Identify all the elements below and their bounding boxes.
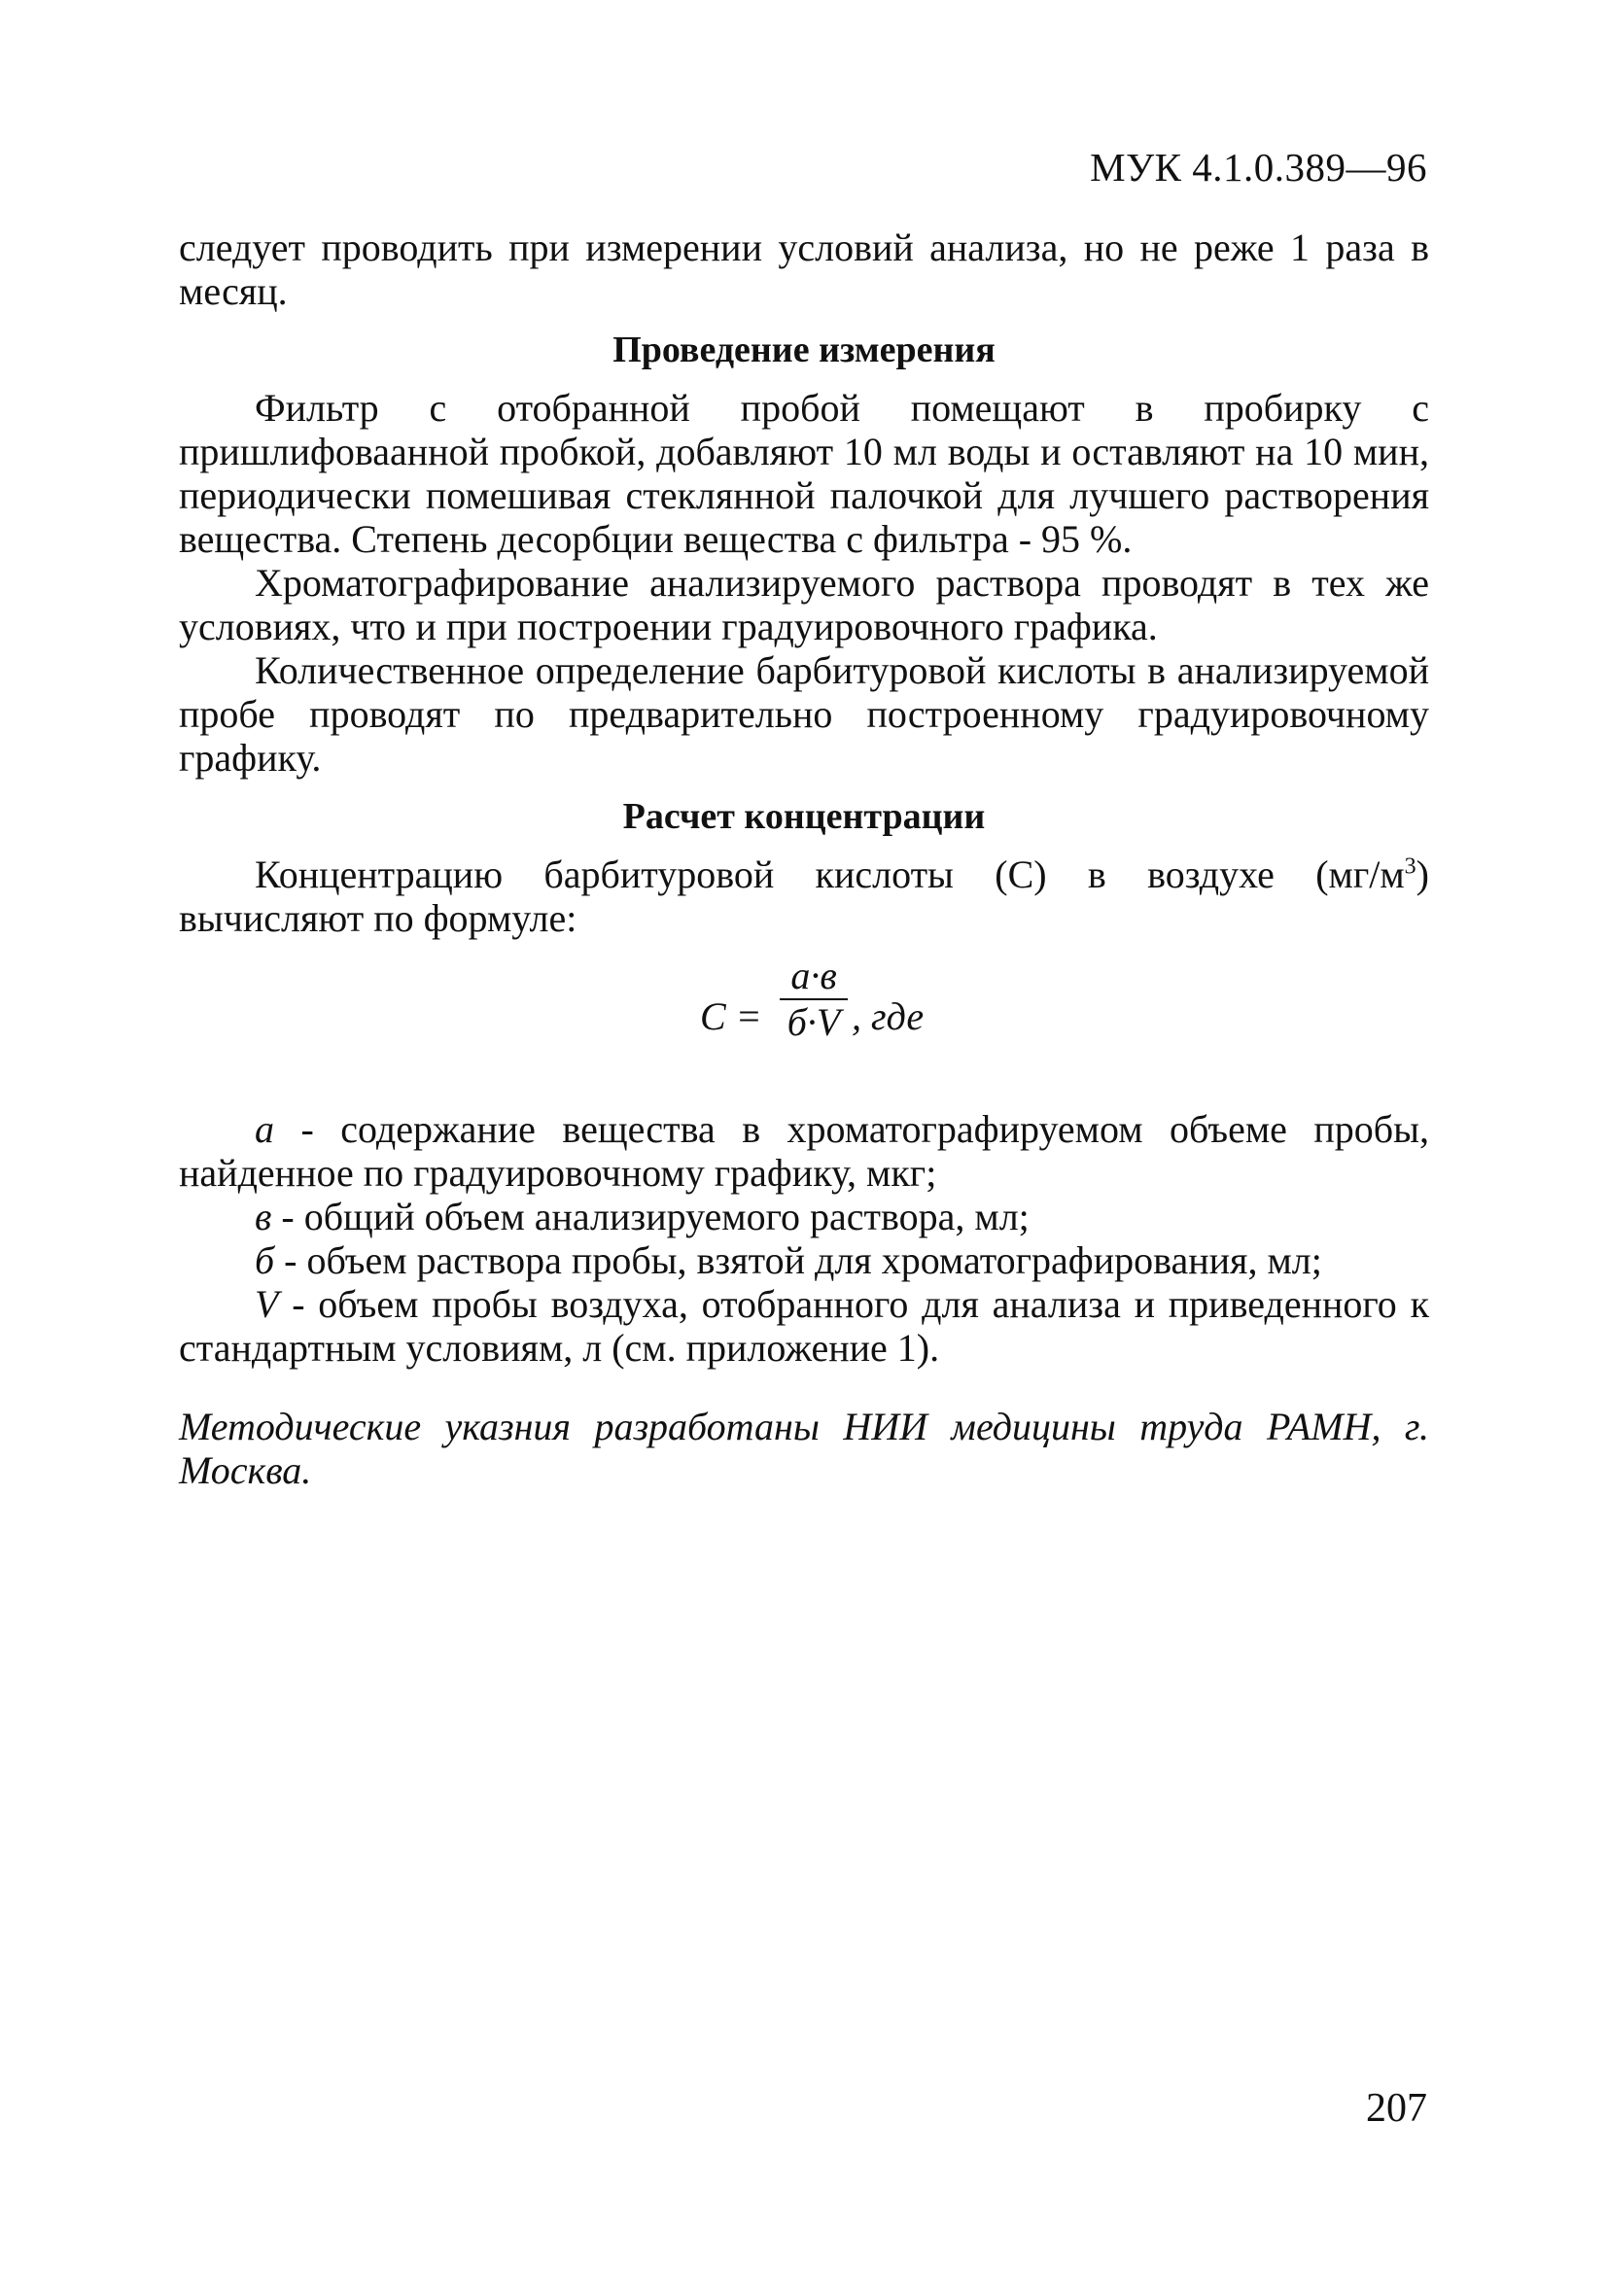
definition-a <box>179 1107 1429 1195</box>
definition-variable: б <box>255 1238 275 1282</box>
measurement-paragraph-2: Хроматографирование анализируемого раствора проводят в тех же условиях, что и при построении градуировочного графика. <box>179 561 1429 648</box>
credit-note: Методические указния разработаны НИИ медицины труда РАМН, г. Москва. <box>179 1405 1429 1492</box>
definition-text: - содержание вещества в хроматографируемом объеме пробы, найденное по градуировочному графику, мкг; <box>179 1107 1429 1195</box>
definition-volume <box>179 1282 1429 1370</box>
measurement-paragraph-1: Фильтр с отобранной пробой помещают в пробирку с пришлифоваанной пробкой, добавляют 10 мл воды и оставляют на 10 мин, периодически помешивая стеклянной палочкой для лучшего растворения вещества. Степень десорбции вещества с фильтра - 95 %. <box>179 386 1429 561</box>
formula-lhs: C = <box>700 994 762 1038</box>
formula-denominator: б·V <box>787 1000 841 1044</box>
definition-b <box>179 1238 1429 1282</box>
definition-variable: в <box>255 1195 272 1238</box>
measurement-paragraph-3: Количественное определение барбитуровой кислоты в анализируемой пробе проводят по предварительно построенному градуировочному графику. <box>179 648 1429 780</box>
calculation-intro-tail: ) вычисляют по формуле: <box>179 852 1429 940</box>
formula-tail: , где <box>852 994 925 1038</box>
unit-exponent: 3 <box>1404 853 1416 880</box>
definition-text: - объем пробы воздуха, отобранного для анализа и приведенного к стандартным условиям, л (см. приложение 1). <box>179 1282 1429 1370</box>
page-content <box>179 226 1429 1492</box>
definition-v <box>179 1195 1429 1238</box>
calculation-intro-text: Концентрацию барбитуровой кислоты (С) в воздухе (мг/м <box>255 852 1405 896</box>
definition-variable: а <box>255 1107 274 1151</box>
document-code-header: МУК 4.1.0.389—96 <box>1090 145 1427 190</box>
page-number: 207 <box>1366 2086 1427 2131</box>
continuation-paragraph: следует проводить при измерении условий анализа, но не реже 1 раза в месяц. <box>179 226 1429 313</box>
definition-text: - общий объем анализируемого раствора, мл; <box>271 1195 1030 1238</box>
definition-variable: V <box>255 1282 279 1326</box>
section-title-calculation: Расчет концентрации <box>622 796 986 837</box>
formula-numerator: а·в <box>790 954 837 997</box>
formula-fraction <box>778 954 850 1044</box>
definition-text: - объем раствора пробы, взятой для хроматографирования, мл; <box>274 1238 1322 1282</box>
section-title-measurement: Проведение измерения <box>612 330 996 370</box>
calculation-intro-paragraph <box>179 852 1429 940</box>
concentration-formula <box>179 952 1429 1088</box>
